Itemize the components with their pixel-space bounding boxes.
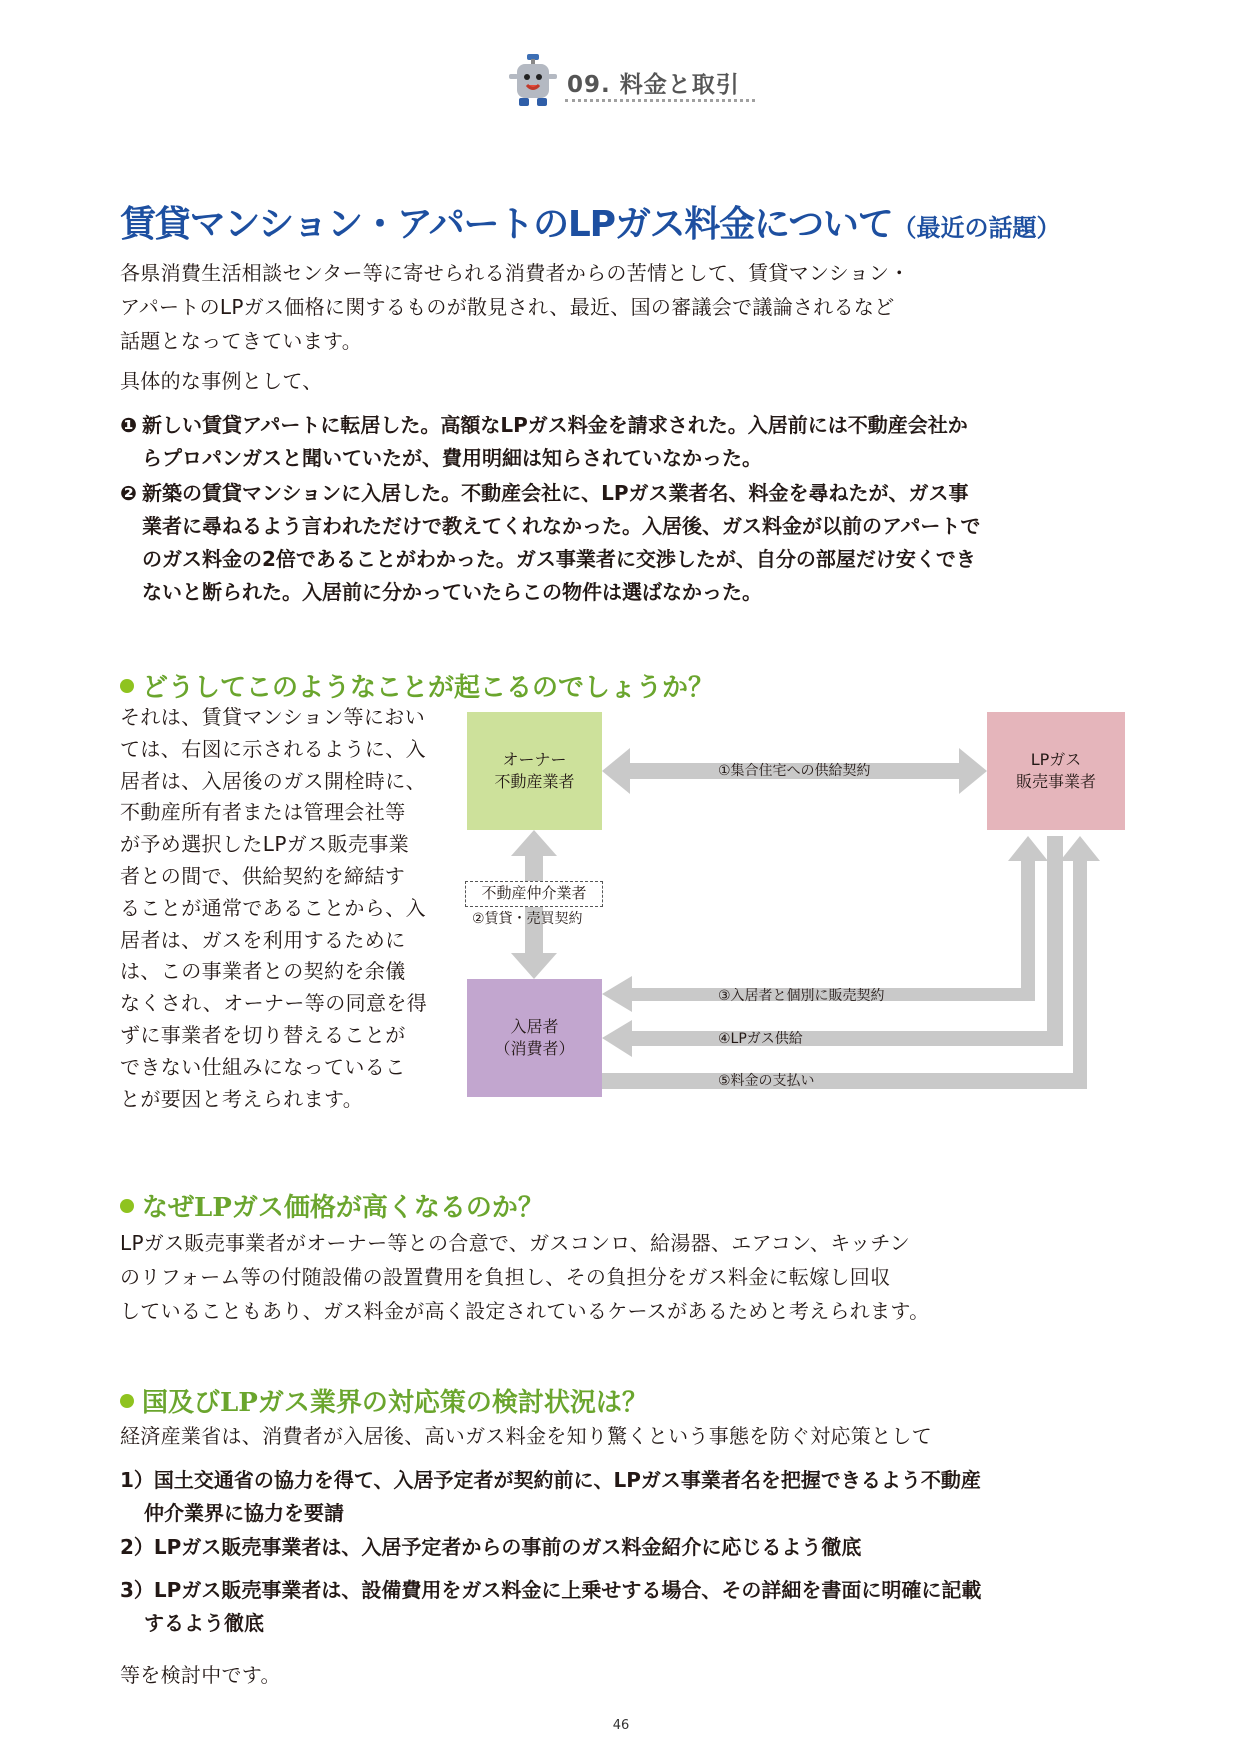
measure-number: 3） [120,1578,154,1602]
body-line: は、この事業者との契約を余儀 [120,959,406,984]
box-resident [467,979,602,1097]
measure-number: 1） [120,1468,154,1492]
measure-item [120,1464,994,1530]
measure-text: 国土交通省の協力を得て、入居予定者が契約前に、LPガス事業者名を把握できるよう不動産仲介業界に協力を要請 [144,1468,981,1525]
body-line: ずに事業者を切り替えることが [120,1022,406,1047]
measure-text: LPガス販売事業者は、設備費用をガス料金に上乗せする場合、その詳細を書面に明確に記載するよう徹底 [144,1578,982,1635]
example-lead: 具体的な事例として、 [120,369,323,393]
arrow-label-gas-supply: ④LPガス供給 [718,1031,803,1047]
chapter-title: 09. 料金と取引 [567,72,740,98]
measure-item [120,1574,994,1640]
page-title-sub: （最近の話題） [892,214,1061,242]
section-heading-text: どうしてこのようなことが起こるのでしょうか？ [142,673,715,703]
body-line: 居者は、ガスを利用するために [120,927,406,952]
box-label: オーナー [502,750,567,769]
arrow-label-rental: ②賃貸・売買契約 [472,911,583,927]
measure-number: 2） [120,1535,154,1559]
closing-text: 等を検討中です。 [120,1663,281,1687]
arrow-label-supply: ①集合住宅への供給契約 [718,763,871,779]
body-line: それは、賃貸マンション等におい [120,705,426,729]
box-label: 入居者 [510,1017,559,1036]
body-line: 不動産所有者または管理会社等 [120,800,406,825]
box-label: 販売事業者 [1015,772,1096,791]
page-number: 46 [612,1718,630,1733]
case-text: 新築の賃貸マンションに入居した。不動産会社に、LPガス業者名、料金を尋ねたが、ガス事業者に尋ねるよう言われただけで教えてくれなかった。入居後、ガス料金が以前のアパートでのガス料金の2倍であることがわかった。ガス事業者に交渉したが、自分の部屋だけ安くできないと断られた。入居前に分かっていたらこの物件は選ばなかった。 [142,481,981,604]
section-heading-text: なぜLPガス価格が高くなるのか？ [142,1193,544,1223]
box-owner [467,712,602,830]
arrow-gas-supply [602,836,1063,1057]
section-heading-measures [120,1382,648,1419]
body-line: 居者は、入居後のガス開栓時に、 [120,768,426,793]
bullet-dot-icon [120,1394,134,1408]
intro-line: 各県消費生活相談センター等に寄せられる消費者からの苦情として、賃貸マンション・ [120,261,910,285]
body-line: とが要因と考えられます。 [120,1086,364,1111]
box-label: LPガス [1030,750,1082,769]
case-number: ❶ [120,413,137,437]
box-label: 不動産業者 [494,772,575,791]
page-title-main: 賃貸マンション・アパートのLPガス料金について [120,204,893,245]
arrow-label-individual: ③入居者と個別に販売契約 [718,988,885,1004]
body-line: していることもあり、ガス料金が高く設定されているケースがあるためと考えられます。 [120,1299,930,1323]
body-line: のリフォーム等の付随設備の設置費用を負担し、その負担分をガス料金に転嫁し回収 [120,1265,891,1289]
body-line: なくされ、オーナー等の同意を得 [120,991,428,1016]
body-line: LPガス販売事業者がオーナー等との合意で、ガスコンロ、給湯器、エアコン、キッチン [120,1231,911,1255]
arrow-label-payment: ⑤料金の支払い [718,1073,815,1089]
body-line: が予め選択したLPガス販売事業 [120,832,410,857]
body-line: 者との間で、供給契約を締結す [120,863,406,888]
section-heading-price [120,1187,544,1224]
box-label: （消費者） [494,1039,575,1058]
section2-body [120,1226,929,1328]
measure-item [120,1531,994,1564]
intro-line: アパートのLPガス価格に関するものが散見され、最近、国の審議会で議論されるなど [120,295,895,319]
box-lp-gas-dealer [987,712,1125,830]
body-line: ては、右図に示されるように、入 [120,736,426,761]
case-number: ❷ [120,481,137,505]
broker-label: 不動産仲介業者 [465,881,603,907]
bullet-dot-icon [120,1199,134,1213]
body-line: ることが通常であることから、入 [120,895,426,920]
body-line: できない仕組みになっているこ [120,1054,406,1079]
measure-text: LPガス販売事業者は、入居予定者からの事前のガス料金紹介に応じるよう徹底 [153,1535,862,1559]
case-text: 新しい賃貸アパートに転居した。高額なLPガス料金を請求された。入居前には不動産会社からプロパンガスと聞いていたが、費用明細は知らされていなかった。 [142,413,968,470]
section-heading-text: 国及びLPガス業界の対応策の検討状況は？ [142,1388,648,1418]
intro-line: 話題となってきています。 [120,329,362,353]
section3-lead: 経済産業省は、消費者が入居後、高いガス料金を知り驚くという事態を防ぐ対応策として [120,1424,932,1448]
arrow-individual-contract [602,836,1048,1012]
